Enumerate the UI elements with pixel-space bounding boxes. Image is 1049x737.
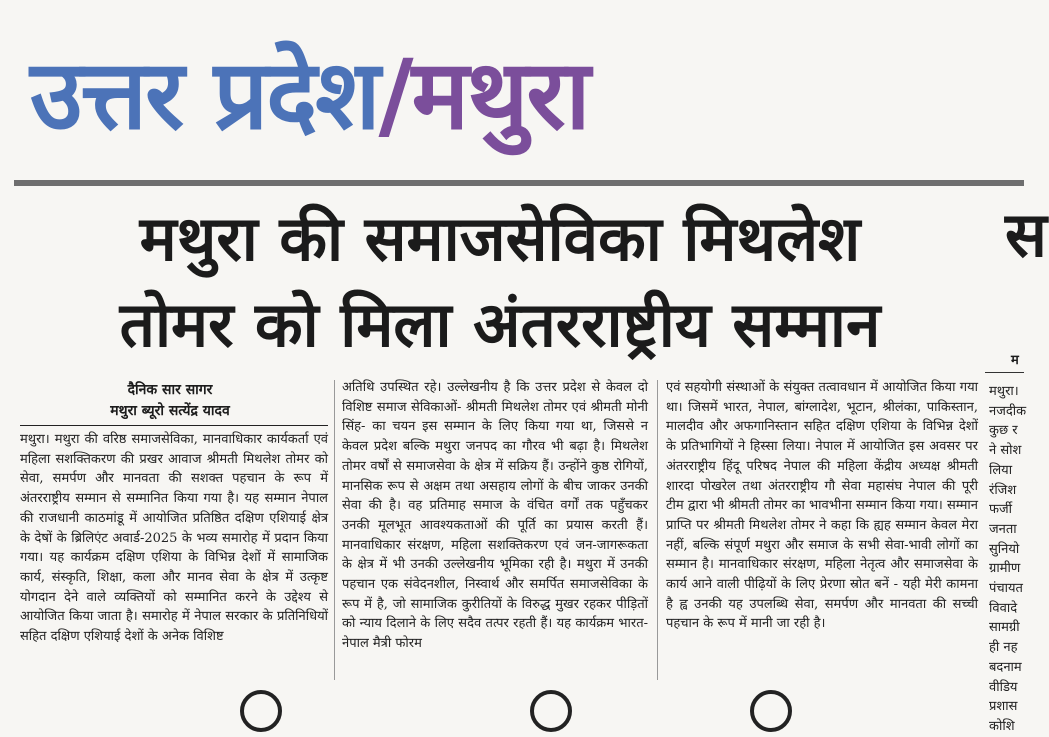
article-column-2: अतिथि उपस्थित रहे। उल्लेखनीय है कि उत्तर प्रदेश से केवल दो विशिष्ट समाज सेविकाओं- श्रीमती मिथलेश तोमर एवं श्रीमती मोनी सिंह- का चयन इस सम्मान के लिए किया गया था, जिससे न केवल प्रदेश बल्कि मथुरा जनपद का गौरव भी बढ़ा है। मिथलेश तोमर वर्षों से समाजसेवा के क्षेत्र में सक्रिय हैं। उन्होंने कुष्ठ रोगियों, मानसिक रूप से अक्षम तथा असहाय लोगों के बीच जाकर उनकी सेवा की है। वह प्रतिमाह समाज के वंचित वर्गों तक पहुँचकर उनकी मूलभूत आवश्यकताओं की पूर्ति का प्रयास करती हैं। मानवाधिकार संरक्षण, महिला सशक्तिकरण एवं जन-जागरूकता के क्षेत्र में भी उनकी उल्लेखनीय भूमिका रही है। मथुरा में उनकी पहचान एक संवेदनशील, निस्वार्थ और समर्पित समाजसेविका के रूप में है, जो सामाजिक कुरीतियों के विरुद्ध मुखर रहकर पीड़ितों को न्याय दिलाने के लिए सदैव तत्पर रहती हैं। यह कार्यक्रम भारत-नेपाल मैत्री फोरम (342, 380, 648, 652)
byline-rule (20, 425, 328, 426)
header-rule (14, 180, 1024, 186)
adjacent-line: मथुरा। (989, 384, 1019, 399)
byline (20, 380, 320, 422)
adjacent-line: बदनाम (989, 659, 1022, 675)
adjacent-article-fragment (985, 186, 1047, 734)
column-divider (657, 380, 658, 680)
byline-paper: दैनिक सार सागर (127, 382, 213, 398)
headline-line-2: तोमर को मिला अंतरराष्ट्रीय सम्मान (119, 288, 881, 361)
article-headline (20, 196, 980, 368)
headline-line-1: मथुरा की समाजसेविका मिथलेश (139, 202, 861, 275)
glyph-fragment (530, 690, 572, 732)
adjacent-line: फर्जी (989, 502, 1013, 518)
adjacent-line: जनता (989, 521, 1017, 537)
article-column-3: एवं सहयोगी संस्थाओं के संयुक्त तत्वावधान में आयोजित किया गया था। जिसमें भारत, नेपाल, बांग्लादेश, भूटान, श्रीलंका, पाकिस्तान, मालदीव और अफगानिस्तान सहित दक्षिण एशिया के विभिन्न देशों के प्रतिभागियों ने हिस्सा लिया। नेपाल में आयोजित इस अवसर पर अंतरराष्ट्रीय हिंदू परिषद नेपाल की महिला केंद्रीय अध्यक्ष श्रीमती शारदा पोखरेल तथा अंतरराष्ट्रीय गौ सेवा महासंघ नेपाल की पूरी टीम द्वारा भी श्रीमती तोमर का भावभीना सम्मान किया गया। सम्मान प्राप्ति पर श्रीमती मिथलेश तोमर ने कहा कि ह्यह सम्मान केवल मेरा नहीं, बल्कि संपूर्ण मथुरा और समाज के सभी सेवा-भावी लोगों का सम्मान है। मानवाधिकार संरक्षण, महिला नेतृत्व और समाजसेवा के कार्य आने वाली पीढ़ियों के लिए प्रेरणा स्रोत बनें - यही मेरी कामना है ह्व उनकी यह उपलब्धि सेवा, समर्पण और मानवता की सच्ची पहचान के रूप में मानी जा रही है। (666, 380, 978, 632)
section-state: उत्तर प्रदेश (30, 39, 379, 151)
byline-reporter: मथुरा ब्यूरो सत्येंद्र यादव (110, 403, 230, 419)
glyph-fragment (750, 690, 792, 732)
adjacent-line: पंचायत (989, 581, 1023, 597)
adjacent-line: वीडिय (989, 679, 1018, 695)
adjacent-line: सुनियो (989, 541, 1020, 557)
adjacent-line: ग्रामीण (989, 561, 1021, 577)
adjacent-line: रंजिश (989, 482, 1017, 498)
adjacent-line: ही नह (989, 640, 1018, 656)
adjacent-subhead-fragment: म (1011, 353, 1019, 368)
column-divider (334, 380, 335, 680)
adjacent-line: कोशि (989, 718, 1015, 734)
adjacent-rule (985, 372, 1024, 373)
adjacent-line: सामग्री (989, 620, 1020, 636)
adjacent-column-text (989, 382, 1049, 737)
article-column-1: मथुरा। मथुरा की वरिष्ठ समाजसेविका, मानवाधिकार कार्यकर्ता एवं महिला सशक्तिकरण की प्रखर आवाज श्रीमती मिथलेश तोमर को सेवा, समर्पण और मानवता की सशक्त पहचान के रूप में अंतरराष्ट्रीय सम्मान से सम्मानित किया गया है। यह सम्मान नेपाल की राजधानी काठमांडू में आयोजित प्रतिष्ठित दक्षिण एशियाई क्षेत्र के देषों के ब्रिलिएंट अवार्ड-2025 के भव्य समारोह में प्रदान किया गया। यह कार्यक्रम दक्षिण एशिया के विभिन्न देशों में सामाजिक कार्य, संस्कृति, शिक्षा, कला और मानव सेवा के क्षेत्र में उत्कृष्ट योगदान देने वाले व्यक्तियों को सम्मानित करने के उद्देश्य से आयोजित किया जाता है। समारोह में नेपाल सरकार के प्रतिनिधियों सहित दक्षिण एशियाई देशों के अनेक विशिष्ट (20, 432, 328, 645)
adjacent-line: ने सोश (989, 443, 1022, 459)
adjacent-headline-fragment: स (1005, 198, 1047, 271)
adjacent-line: विवादे (989, 600, 1018, 616)
next-headline-fragment (150, 690, 850, 710)
glyph-fragment (240, 690, 282, 732)
adjacent-line: प्रशास (989, 699, 1018, 715)
adjacent-line: कुछ र (989, 423, 1018, 439)
adjacent-line: लिया (989, 462, 1013, 478)
adjacent-line: नजदीक (989, 403, 1027, 419)
section-heading (30, 30, 730, 160)
section-separator: / (378, 39, 412, 151)
section-city: मथुरा (411, 39, 589, 151)
